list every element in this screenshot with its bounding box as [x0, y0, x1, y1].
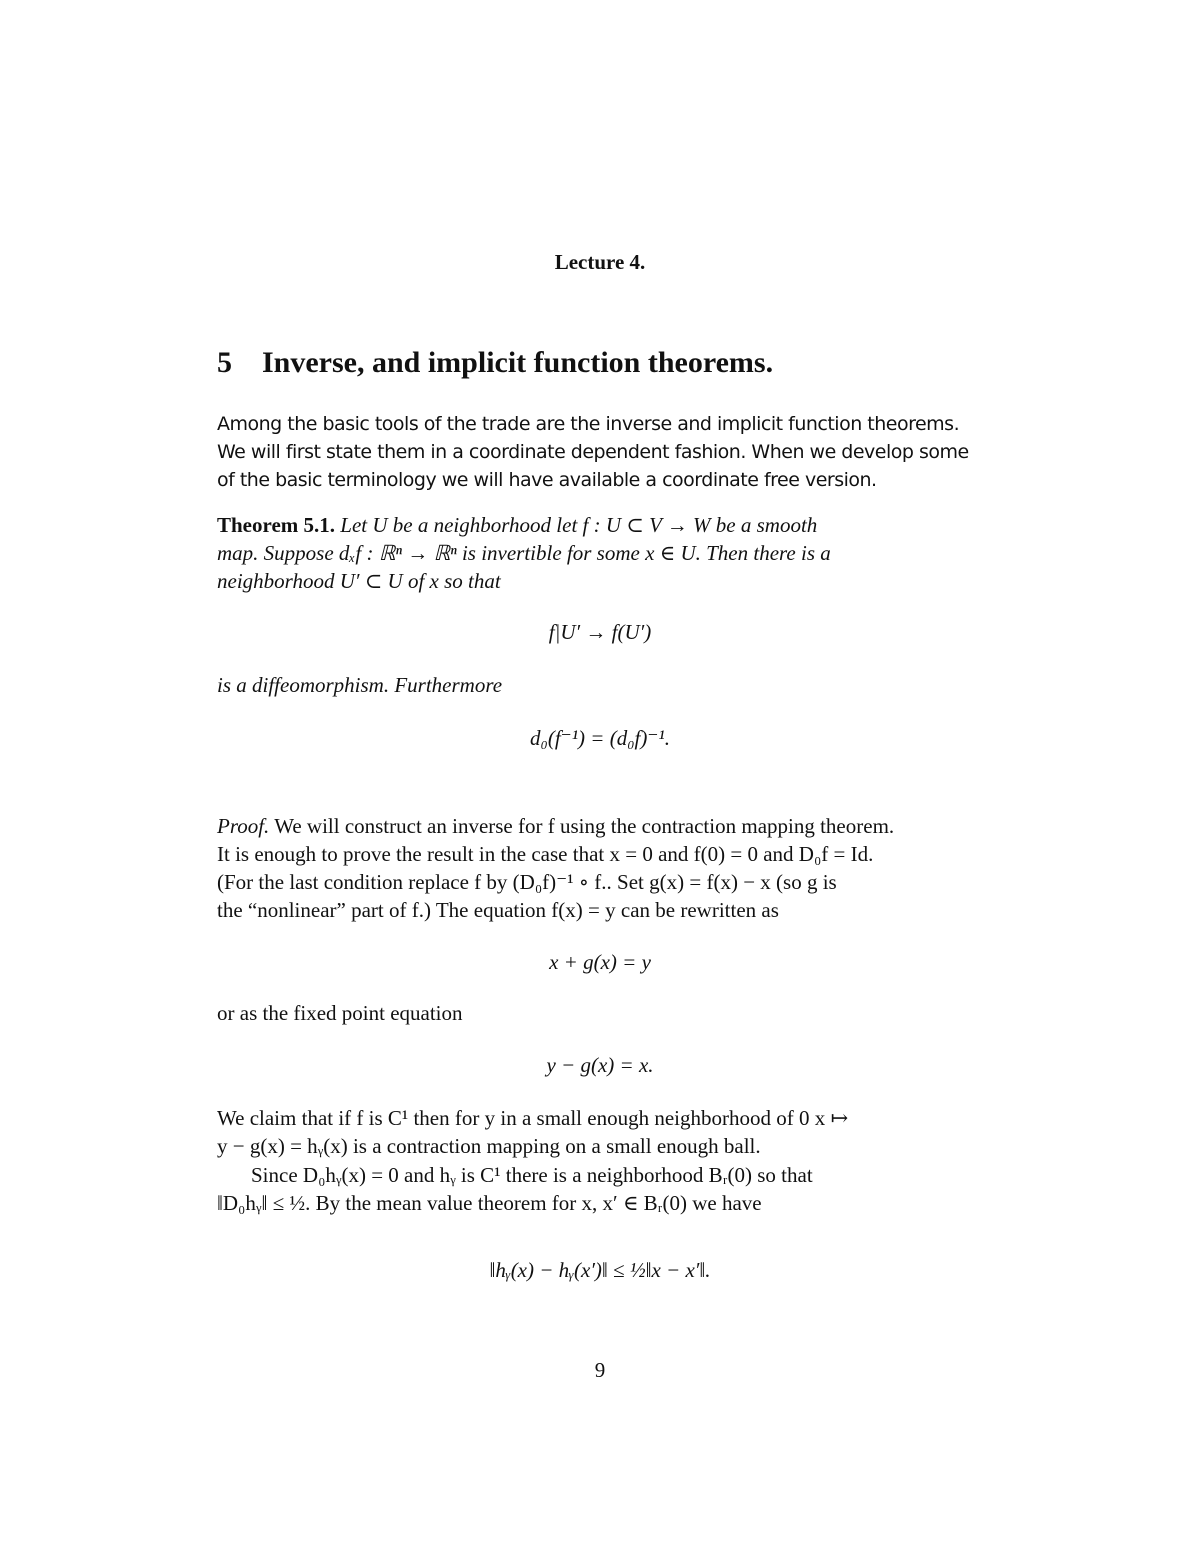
theorem-statement [217, 511, 980, 595]
intro-line: of the basic terminology we will have available a coordinate free version. [217, 469, 877, 491]
section-number: 5 [217, 346, 232, 379]
proof-line: We will construct an inverse for f using the contraction mapping theorem. [274, 814, 895, 838]
claim-paragraph [217, 1104, 980, 1160]
intro-paragraph [217, 410, 980, 494]
section-heading [217, 346, 773, 380]
equation-contraction-estimate: ‖hᵧ(x) − hᵧ(x′)‖ ≤ ½‖x − x′‖. [489, 1258, 711, 1282]
fixed-point-text: or as the fixed point equation [217, 1001, 463, 1025]
theorem-line: Let U be a neighborhood let f : U ⊂ V → W be a smooth [340, 513, 818, 537]
lecture-title: Lecture 4. [554, 250, 646, 274]
theorem-label: Theorem 5.1. [217, 513, 336, 537]
equation-restriction: f|U′ → f(U′) [548, 620, 652, 644]
equation-x-plus-g: x + g(x) = y [549, 950, 651, 974]
proof-line: (For the last condition replace f by (D₀f)⁻¹ ∘ f.. Set g(x) = f(x) − x (so g is [217, 870, 837, 894]
equation-fixed-point: y − g(x) = x. [546, 1053, 654, 1077]
section-title: Inverse, and implicit function theorems. [262, 346, 774, 379]
theorem-continuation: is a diffeomorphism. Furthermore [217, 673, 503, 697]
proof-line: It is enough to prove the result in the case that x = 0 and f(0) = 0 and D₀f = Id. [217, 842, 874, 866]
page-number: 9 [594, 1358, 606, 1382]
proof-paragraph [217, 812, 980, 924]
since-line: ‖D₀hᵧ‖ ≤ ½. By the mean value theorem for x, x′ ∈ Bᵣ(0) we have [217, 1191, 762, 1215]
theorem-line: map. Suppose dₓf : ℝⁿ → ℝⁿ is invertible for some x ∈ U. Then there is a [217, 541, 831, 565]
equation-derivative-inverse: d₀(f⁻¹) = (d₀f)⁻¹. [530, 726, 670, 750]
theorem-line: neighborhood U′ ⊂ U of x so that [217, 569, 501, 593]
claim-line: We claim that if f is C¹ then for y in a small enough neighborhood of 0 x ↦ [217, 1106, 849, 1130]
claim-line: y − g(x) = hᵧ(x) is a contraction mapping on a small enough ball. [217, 1134, 761, 1158]
since-line: Since D₀hᵧ(x) = 0 and hᵧ is C¹ there is a neighborhood Bᵣ(0) so that [251, 1163, 813, 1187]
intro-line: We will first state them in a coordinate dependent fashion. When we develop some [217, 441, 969, 463]
proof-label: Proof. [217, 814, 270, 838]
since-paragraph [217, 1161, 980, 1217]
proof-line: the “nonlinear” part of f.) The equation f(x) = y can be rewritten as [217, 898, 779, 922]
intro-line: Among the basic tools of the trade are the inverse and implicit function theorems. [217, 413, 960, 435]
